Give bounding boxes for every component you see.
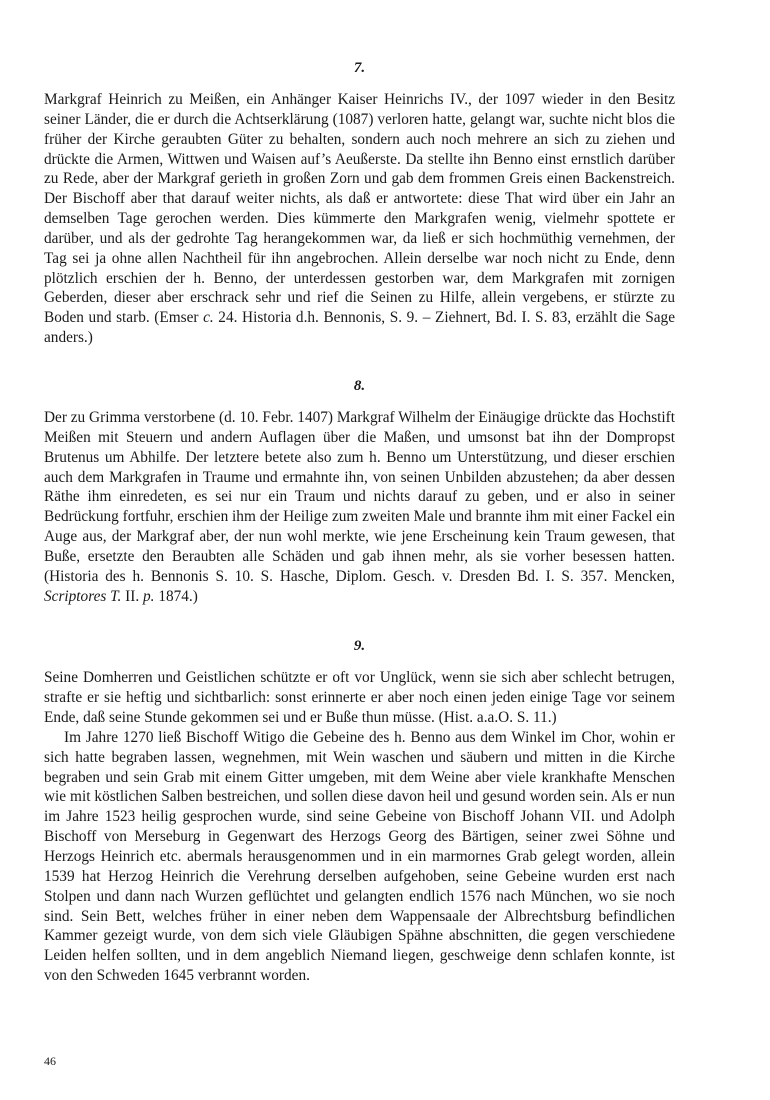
text-segment: II. [121, 587, 144, 605]
paragraph [44, 728, 675, 986]
text-segment-italic: c. [203, 309, 214, 327]
section-number: 7. [353, 60, 366, 76]
text-segment: Im Jahre 1270 ließ Bischoff Witigo die Gebeine des h. Benno aus dem Winkel im Chor, wohin er sich hatte begraben lassen, wegnehmen, mit Wein waschen und säubern und mitten in die Kirche begraben und sein Grab mit einem Gitter umgeben, mit dem Weine aber viele krankhafte Menschen wie mit köstlichen Salben bestreichen, und sollen diese davon heil und gesund worden sein. Als er nun im Jahre 1523 heilig gesprochen wurde, sind seine Gebeine von Bischoff Johann VII. und Adolph Bischoff von Merseburg in Gegenwart des Herzogs Georg des Bärtigen, seiner zwei Söhne und Herzogs Heinrich etc. abermals herausgenommen und in ein marmornes Grab gelegt worden, allein 1539 hat Herzog Heinrich die Verehrung derselben aufgehoben, seine Gebeine wurden erst nach Stolpen und dann nach Wurzen geflüchtet und gelangten endlich 1576 nach München, wo sie noch sind. Sein Bett, welches früher in einer neben dem Wappensaale der Albrechtsburg befindlichen Kammer gezeigt wurde, von dem sich viele Gläubigen Spähne abschnitten, die gegen verschiedene Leiden helfen sollten, und in dem angeblich Niemand liegen, geschweige denn schlafen konnte, ist von den Schweden 1645 verbrannt worden. [44, 728, 675, 985]
text-segment-italic: Scriptores T. [44, 587, 122, 605]
section-8 [44, 376, 675, 606]
section-number: 8. [353, 377, 366, 394]
section-7 [44, 58, 675, 348]
text-segment: 1874.) [154, 587, 198, 605]
text-segment: Seine Domherren und Geistlichen schützte er oft vor Unglück, wenn sie sich aber schlecht betrugen, strafte er sie heftig und sichtbarlich: sonst erinnerte er aber noch einen jeden einige Tage vor seinem Ende, daß seine Stunde gekommen sei und er Buße thun müsse. (Hist. a.a.O. S. 11.) [44, 669, 675, 727]
page-number: 46 [44, 1054, 56, 1068]
section-9 [44, 636, 675, 986]
text-segment: Markgraf Heinrich zu Meißen, ein Anhänger Kaiser Heinrichs IV., der 1097 wieder in den Besitz seiner Länder, die er durch die Achtserklärung (1087) verloren hatte, gelangt war, suchte nicht blos die früher der Kirche geraubten Güter zu behalten, sondern auch noch mehrere an sich zu ziehen und drückte die Armen, Wittwen und Waisen auf’s Aeußerste. Da stellte ihn Benno einst ernstlich darüber zu Rede, aber der Markgraf gerieth in großen Zorn und gab dem frommen Greis einen Backenstreich. Der Bischoff aber that darauf weiter nichts, als daß er antwortete: diese That wird über ein Jahr an demselben Tage gerochen werden. Dies kümmerte den Markgrafen wenig, vielmehr spottete er darüber, und als der gedrohte Tag herangekommen war, da ließ er sich hochmüthig vernehmen, der Tag sei ja ohne allen Nachtheil für ihn angebrochen. Allein derselbe war noch nicht zu Ende, denn plötzlich erschien der h. Benno, der unterdessen gestorben war, dem Markgrafen mit zornigen Geberden, dieser aber erschrack sehr und rief die Seinen zu Hilfe, allein vergebens, er stürzte zu Boden und starb. (Emser [44, 91, 675, 327]
text-segment: Der zu Grimma verstorbene (d. 10. Febr. 1407) Markgraf Wilhelm der Einäugige drückte das Hochstift Meißen mit Steuern und andern Auflagen über die Maßen, und umsonst bat ihn der Dompropst Brutenus um Abhilfe. Der letztere betete also zum h. Benno um Unterstützung, und dieser erschien auch dem Markgrafen in Traume und ermahnte ihn, von seinen Unbilden abzustehen; da aber dessen Räthe ihm einredeten, es sei nur ein Traum und nichts darauf zu geben, und er also in seiner Bedrückung fortfuhr, erschien ihm der Heilige zum zweiten Male und brannte ihm mit einer Fackel ein Auge aus, der Markgraf aber, der nun wohl merkte, wie jene Erscheinung kein Traum gewesen, that Buße, ersetzte den Beraubten alle Schäden und gab ihnen mehr, als sie vorher besessen hatten. (Historia des h. Bennonis S. 10. S. Hasche, Diplom. Gesch. v. Dresden Bd. I. S. 357. Mencken, [44, 408, 675, 585]
paragraph [44, 90, 675, 348]
text-segment: 24. Historia d.h. Bennonis, S. 9. – Ziehnert, Bd. I. S. 83, erzählt die Sage anders.) [44, 309, 675, 347]
paragraph [44, 408, 675, 606]
section-number: 9. [353, 638, 366, 655]
text-segment-italic: p. [143, 587, 155, 605]
page-body [44, 58, 675, 1014]
paragraph [44, 668, 675, 728]
